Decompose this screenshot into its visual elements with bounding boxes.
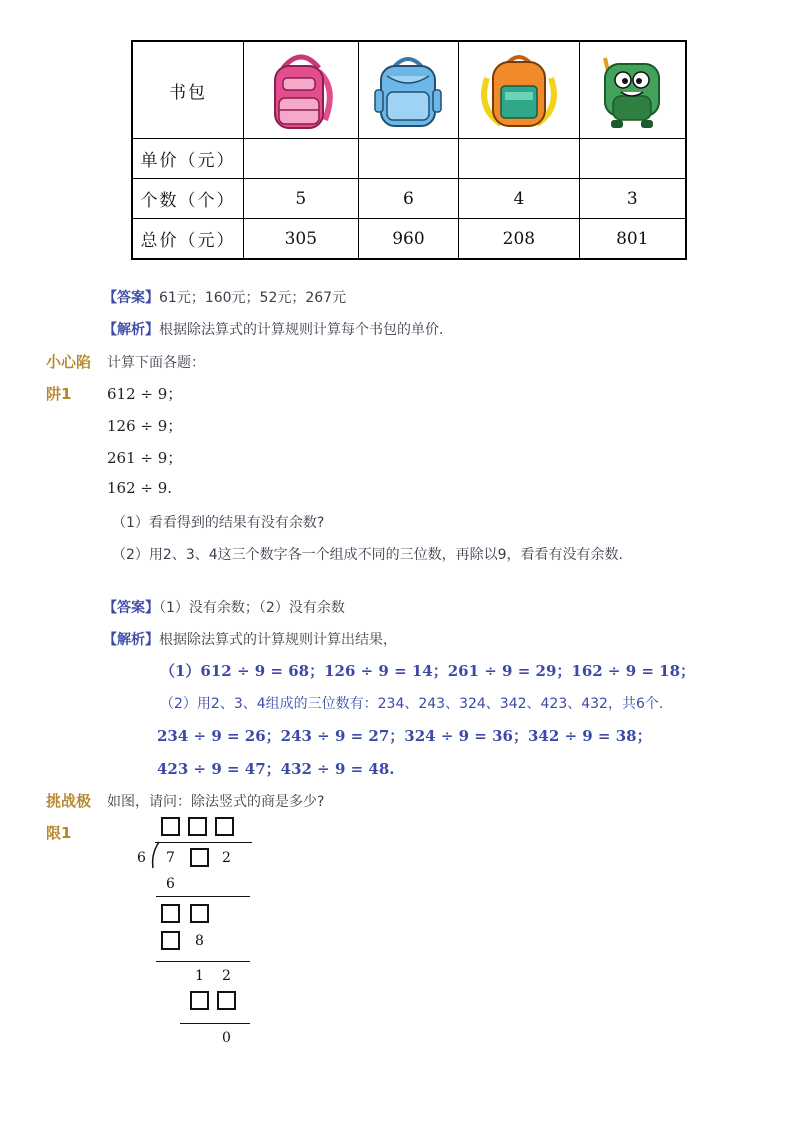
q2-label-line2: 限1 xyxy=(46,824,72,842)
remainder-box-2[interactable] xyxy=(190,904,209,923)
dividend-digit-1: 7 xyxy=(166,850,175,866)
quotient-box-3[interactable] xyxy=(215,817,234,836)
dividend-digit-3: 2 xyxy=(222,850,231,866)
q1-solution-4: 423 ÷ 9 = 47；432 ÷ 9 = 48. xyxy=(157,760,395,778)
divisor: 6 xyxy=(137,850,146,866)
green-cartoon-backpack-icon xyxy=(595,50,669,130)
division-bar xyxy=(155,842,252,843)
partial-digit-1: 1 xyxy=(195,968,204,984)
subtrahend-digit-2: 8 xyxy=(195,933,204,949)
division-bracket xyxy=(147,840,161,870)
q1-sub2: （2）用2、3、4这三个数字各一个组成不同的三位数，再除以9，看看有没有余数. xyxy=(112,547,623,563)
q2-prompt: 如图，请问：除法竖式的商是多少? xyxy=(107,794,325,810)
count-cell: 6 xyxy=(358,179,459,219)
table-row-bags xyxy=(132,41,686,139)
subtrahend-box-2[interactable] xyxy=(161,931,180,950)
q2-label-line1: 挑战极 xyxy=(46,792,92,810)
q0-analysis-line xyxy=(103,319,443,339)
orange-backpack-icon xyxy=(477,48,561,132)
subtrahend-box-3[interactable] xyxy=(190,991,209,1010)
subtrahend-box-4[interactable] xyxy=(217,991,236,1010)
answer-tag: 【答案】 xyxy=(103,600,159,616)
table-row-count xyxy=(132,179,686,219)
subtrahend-1: 6 xyxy=(166,876,175,892)
q1-analysis-line xyxy=(103,629,397,649)
q1-label-line2: 阱1 xyxy=(46,385,72,403)
division-line-3 xyxy=(180,1023,250,1024)
dividend-box-2[interactable] xyxy=(190,848,209,867)
q1-expr-2: 126 ÷ 9； xyxy=(107,417,183,435)
unit-price-cell xyxy=(579,139,686,179)
unit-price-cell xyxy=(459,139,579,179)
bag-cell-3 xyxy=(459,41,579,139)
total-cell: 208 xyxy=(459,219,579,260)
q1-sub1: （1）看看得到的结果有没有余数? xyxy=(112,515,325,531)
table-row-total xyxy=(132,219,686,260)
answer-text: （1）没有余数；（2）没有余数 xyxy=(159,600,345,616)
q1-expr-3: 261 ÷ 9； xyxy=(107,449,183,467)
answer-tag: 【答案】 xyxy=(103,290,159,306)
count-cell: 5 xyxy=(244,179,359,219)
total-cell: 305 xyxy=(244,219,359,260)
q1-solution-3: 234 ÷ 9 = 26；243 ÷ 9 = 27；324 ÷ 9 = 36；342 ÷ 9 = 38； xyxy=(157,727,652,745)
analysis-tag: 【解析】 xyxy=(103,632,159,648)
blue-backpack-icon xyxy=(373,50,443,130)
total-cell: 801 xyxy=(579,219,686,260)
q1-answer-line xyxy=(103,597,345,617)
unit-price-cell xyxy=(358,139,459,179)
bag-cell-1 xyxy=(244,41,359,139)
analysis-text: 根据除法算式的计算规则计算每个书包的单价. xyxy=(159,322,444,338)
row-header-total: 总价（元） xyxy=(132,219,244,260)
q0-answer-line xyxy=(103,287,346,307)
unit-price-cell xyxy=(244,139,359,179)
analysis-text: 根据除法算式的计算规则计算出结果， xyxy=(159,632,397,648)
analysis-tag: 【解析】 xyxy=(103,322,159,338)
q1-expr-1: 612 ÷ 9； xyxy=(107,385,183,403)
row-header-unit-price: 单价（元） xyxy=(132,139,244,179)
remainder-box-1[interactable] xyxy=(161,904,180,923)
q1-label-line1: 小心陷 xyxy=(46,353,92,371)
bag-cell-2 xyxy=(358,41,459,139)
total-cell: 960 xyxy=(358,219,459,260)
q1-prompt: 计算下面各题： xyxy=(107,355,205,371)
table-row-unit-price xyxy=(132,139,686,179)
division-line-1 xyxy=(156,896,250,897)
row-header-count: 个数（个） xyxy=(132,179,244,219)
bag-cell-4 xyxy=(579,41,686,139)
quotient-box-2[interactable] xyxy=(188,817,207,836)
final-remainder: 0 xyxy=(222,1030,231,1046)
count-cell: 4 xyxy=(459,179,579,219)
q1-solution-2: （2）用2、3、4组成的三位数有：234、243、324、342、423、432，共6个. xyxy=(160,696,664,712)
bag-price-table xyxy=(131,40,687,260)
quotient-box-1[interactable] xyxy=(161,817,180,836)
answer-text: 61元；160元；52元；267元 xyxy=(159,290,347,306)
partial-digit-2: 2 xyxy=(222,968,231,984)
q1-expr-4: 162 ÷ 9. xyxy=(107,479,173,497)
division-line-2 xyxy=(156,961,250,962)
pink-backpack-icon xyxy=(261,48,341,132)
q1-solution-1: （1）612 ÷ 9 = 68；126 ÷ 9 = 14；261 ÷ 9 = 29；162 ÷ 9 = 18； xyxy=(160,662,696,680)
count-cell: 3 xyxy=(579,179,686,219)
row-header-bag: 书包 xyxy=(132,41,244,139)
